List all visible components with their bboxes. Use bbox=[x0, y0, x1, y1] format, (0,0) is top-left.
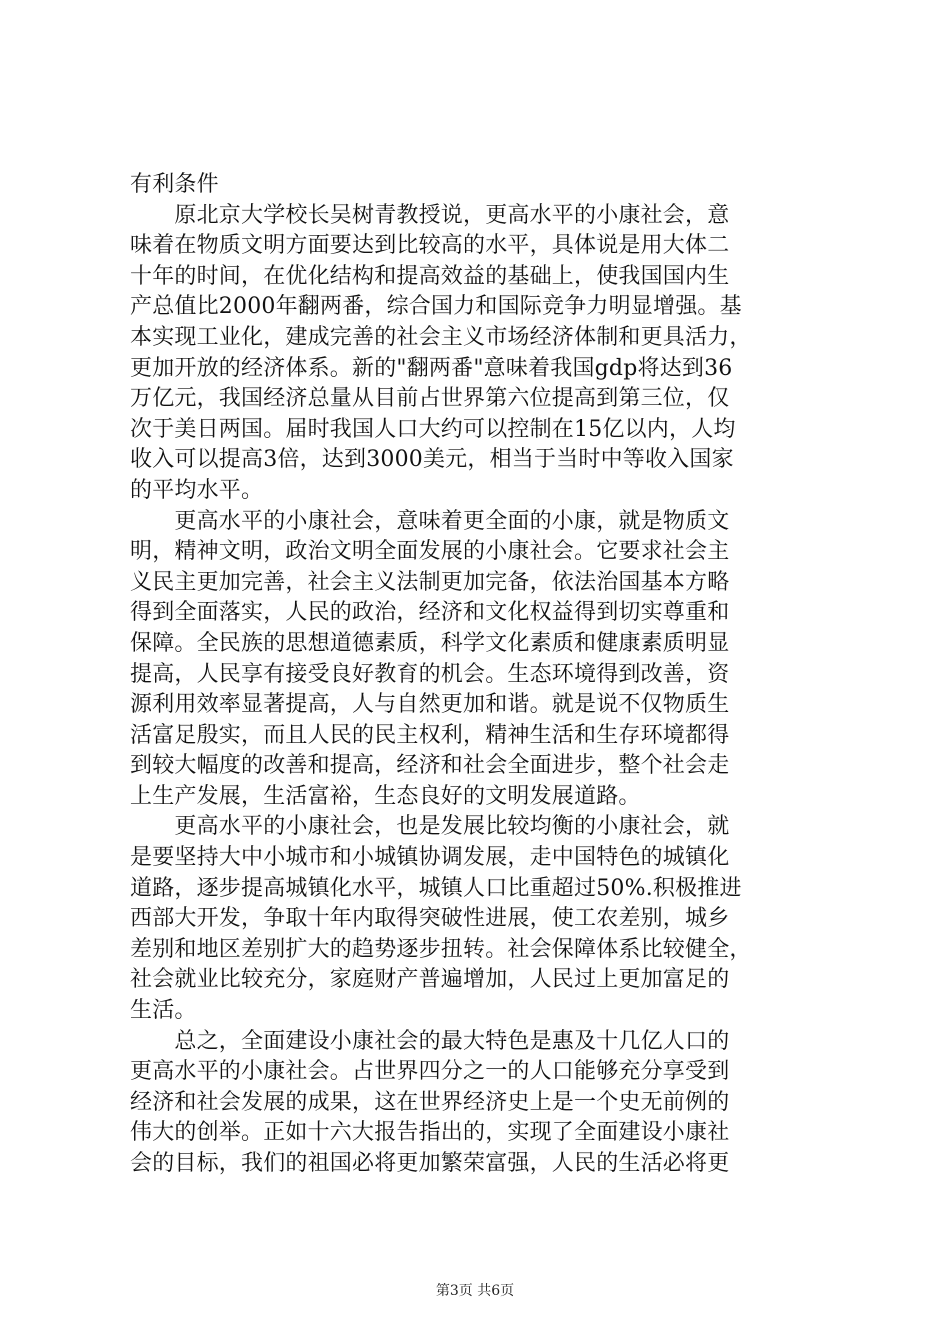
text-line: 道路，逐步提高城镇化水平，城镇人口比重超过50%.积极推进 bbox=[130, 875, 742, 901]
text-line: 更高水平的小康社会。占世界四分之一的人口能够充分享受到 bbox=[130, 1059, 730, 1085]
page-footer: 第3页 共6页 bbox=[435, 1283, 515, 1299]
text-line: 总之，全面建设小康社会的最大特色是惠及十几亿人口的 bbox=[130, 1028, 730, 1054]
text-line: 明，精神文明，政治文明全面发展的小康社会。它要求社会主 bbox=[130, 539, 730, 565]
text-line: 原北京大学校长吴树青教授说，更高水平的小康社会，意 bbox=[130, 202, 730, 228]
text-line: 义民主更加完善，社会主义法制更加完备，依法治国基本方略 bbox=[130, 569, 730, 595]
text-line: 伟大的创举。正如十六大报告指出的，实现了全面建设小康社 bbox=[130, 1120, 730, 1146]
text-line: 产总值比2000年翻两番，综合国力和国际竞争力明显增强。基 bbox=[130, 294, 742, 320]
text-line: 是要坚持大中小城市和小城镇协调发展，走中国特色的城镇化 bbox=[130, 845, 730, 871]
text-line: 西部大开发，争取十年内取得突破性进展，使工农差别，城乡 bbox=[130, 906, 730, 932]
text-line: 十年的时间，在优化结构和提高效益的基础上，使我国国内生 bbox=[130, 263, 730, 289]
text-line: 更加开放的经济体系。新的"翻两番"意味着我国gdp将达到36 bbox=[130, 355, 733, 381]
text-line: 上生产发展，生活富裕，生态良好的文明发展道路。 bbox=[130, 783, 641, 809]
text-line: 本实现工业化，建成完善的社会主义市场经济体制和更具活力， bbox=[130, 324, 752, 350]
text-line: 收入可以提高3倍，达到3000美元，相当于当时中等收入国家 bbox=[130, 447, 734, 473]
text-line: 次于美日两国。届时我国人口大约可以控制在15亿以内，人均 bbox=[130, 416, 736, 442]
body-text bbox=[130, 170, 824, 1180]
text-line: 保障。全民族的思想道德素质，科学文化素质和健康素质明显 bbox=[130, 630, 730, 656]
text-line: 提高，人民享有接受良好教育的机会。生态环境得到改善，资 bbox=[130, 661, 730, 687]
text-line: 有利条件 bbox=[130, 172, 219, 197]
text-line: 的平均水平。 bbox=[130, 477, 264, 503]
text-line: 更高水平的小康社会，也是发展比较均衡的小康社会，就 bbox=[130, 814, 730, 840]
text-line: 味着在物质文明方面要达到比较高的水平，具体说是用大体二 bbox=[130, 233, 730, 259]
text-line: 到较大幅度的改善和提高，经济和社会全面进步，整个社会走 bbox=[130, 753, 730, 779]
text-line: 会的目标，我们的祖国必将更加繁荣富强，人民的生活必将更 bbox=[130, 1151, 730, 1176]
text-line: 万亿元，我国经济总量从目前占世界第六位提高到第三位，仅 bbox=[130, 386, 730, 412]
text-line: 得到全面落实，人民的政治，经济和文化权益得到切实尊重和 bbox=[130, 600, 730, 626]
text-line: 源利用效率显著提高，人与自然更加和谐。就是说不仅物质生 bbox=[130, 692, 730, 718]
text-line: 差别和地区差别扩大的趋势逐步扭转。社会保障体系比较健全， bbox=[130, 936, 752, 962]
text-line: 社会就业比较充分，家庭财产普遍增加，人民过上更加富足的 bbox=[130, 967, 730, 993]
text-line: 生活。 bbox=[130, 998, 197, 1024]
text-line: 更高水平的小康社会，意味着更全面的小康，就是物质文 bbox=[130, 508, 730, 534]
text-line: 活富足殷实，而且人民的民主权利，精神生活和生存环境都得 bbox=[130, 722, 730, 748]
text-line: 经济和社会发展的成果，这在世界经济史上是一个史无前例的 bbox=[130, 1089, 730, 1115]
